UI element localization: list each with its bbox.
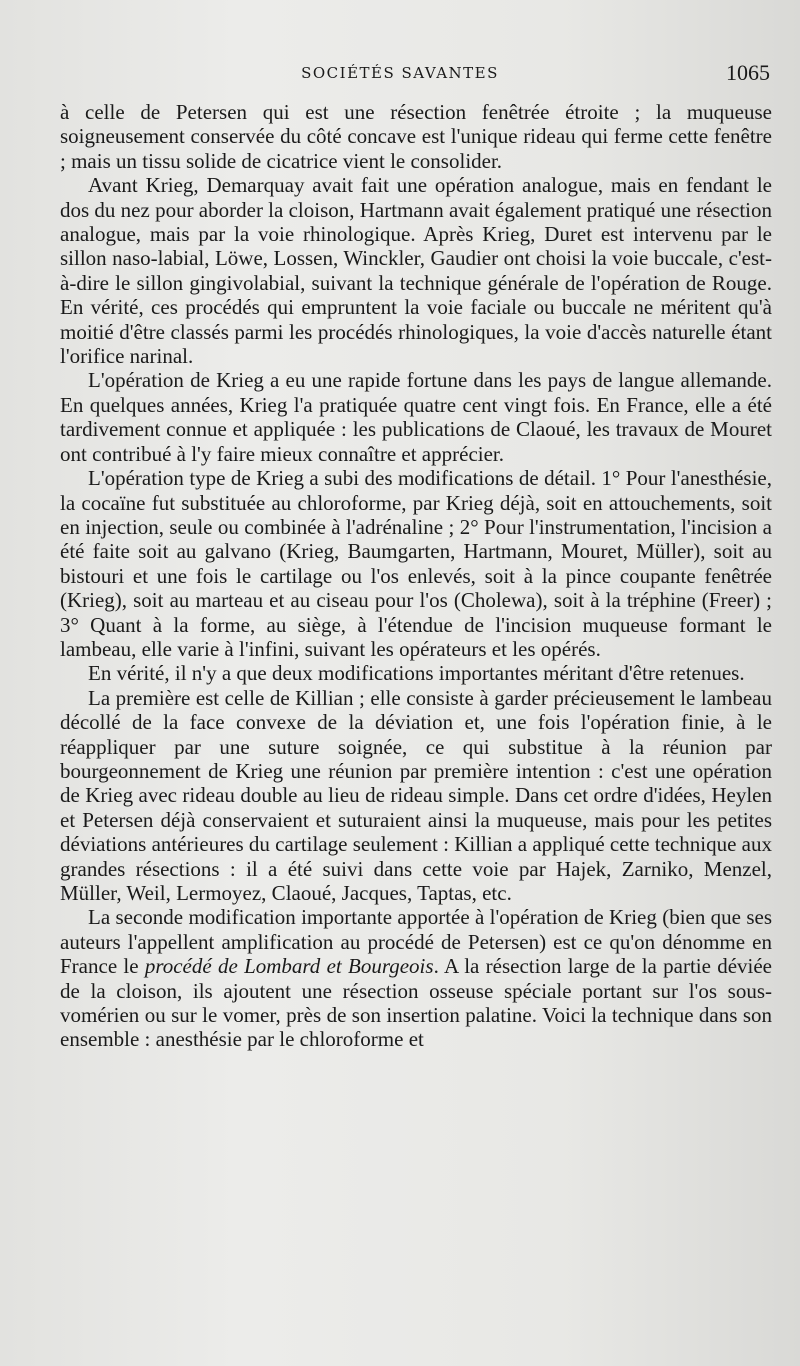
paragraph-7 bbox=[60, 905, 772, 1051]
paragraph-1: à celle de Petersen qui est une résection fenêtrée étroite ; la muqueuse soigneusement conservée du côté concave est l'unique rideau qui ferme cette fenêtre ; mais un tissu solide de cicatrice vient le consolider. bbox=[60, 100, 772, 173]
page-number: 1065 bbox=[726, 60, 770, 85]
paragraph-7-end: . A la résection large de la partie déviée de la cloison, ils ajoutent une résection osseuse spéciale portant sur l'os sous-vomérien ou sur le vomer, près de son insertion palatine. Voici la technique dans son ensemble : anesthésie par le chloroforme et bbox=[60, 954, 773, 1052]
paragraph-2: Avant Krieg, Demarquay avait fait une opération analogue, mais en fendant le dos du nez pour aborder la cloison, Hartmann avait également pratiqué une résection analogue, mais par la voie rhinologique. Après Krieg, Duret est intervenu par le sillon naso-labial, Löwe, Lossen, Winckler, Gaudier ont choisi la voie buccale, c'est-à-dire le sillon gingivolabial, suivant la technique générale de l'opération de Rouge. En vérité, ces procédés qui empruntent la voie faciale ou buccale ne méritent qu'à moitié d'être classés parmi les procédés rhinologiques, la voie d'accès naturelle étant l'orifice narinal. bbox=[60, 173, 772, 369]
paragraph-6: La première est celle de Killian ; elle consiste à garder précieusement le lambeau décollé de la face convexe de la déviation et, une fois l'opération finie, à le réappliquer par une suture soignée, ce qui substitue à la réunion par bourgeonnement de Krieg une réunion par première intention : c'est une opération de Krieg avec rideau double au lieu de rideau simple. Dans cet ordre d'idées, Heylen et Petersen déjà conservaient et suturaient ainsi la muqueuse, mais pour les petites déviations antérieures du cartilage seulement : Killian a appliqué cette technique aux grandes résections : il a été suivi dans cette voie par Hajek, Zarniko, Menzel, Müller, Weil, Lermoyez, Claoué, Jacques, Taptas, etc. bbox=[60, 685, 772, 905]
paragraph-3: L'opération de Krieg a eu une rapide fortune dans les pays de langue allemande. En quelques années, Krieg l'a pratiquée quatre cent vingt fois. En France, elle a été tardivement connue et appliquée : les publications de Claoué, les travaux de Mouret ont contribué à l'y faire mieux connaître et apprécier. bbox=[60, 368, 772, 466]
running-head: SOCIÉTÉS SAVANTES bbox=[301, 64, 499, 82]
page-header bbox=[0, 60, 800, 90]
paragraph-4: L'opération type de Krieg a subi des modifications de détail. 1° Pour l'anesthésie, la cocaïne fut substituée au chloroforme, par Krieg déjà, soit en attouchements, soit en injection, seule ou combinée à l'adrénaline ; 2° Pour l'instrumentation, l'incision a été faite soit au galvano (Krieg, Baumgarten, Hartmann, Mouret, Müller), soit au bistouri et une fois le cartilage ou l'os enlevés, soit à la pince coupante fenêtrée (Krieg), soit au marteau et au ciseau pour l'os (Cholewa), soit à la tréphine (Freer) ; 3° Quant à la forme, au siège, à l'étendue de l'incision muqueuse formant le lambeau, elle varie à l'infini, suivant les opérateurs et les opérés. bbox=[60, 466, 772, 661]
paragraph-5: En vérité, il n'y a que deux modifications importantes méritant d'être retenues. bbox=[88, 661, 745, 686]
paragraph-7-italic: procédé de Lombard et Bourgeois bbox=[144, 954, 434, 979]
paragraph-7-start: La seconde modification importante apportée à l'opération de Krieg (bien que ses auteurs l'appellent amplification au procédé de Petersen) est ce qu'on dénomme en France le bbox=[60, 905, 772, 979]
body-text bbox=[60, 100, 772, 1052]
